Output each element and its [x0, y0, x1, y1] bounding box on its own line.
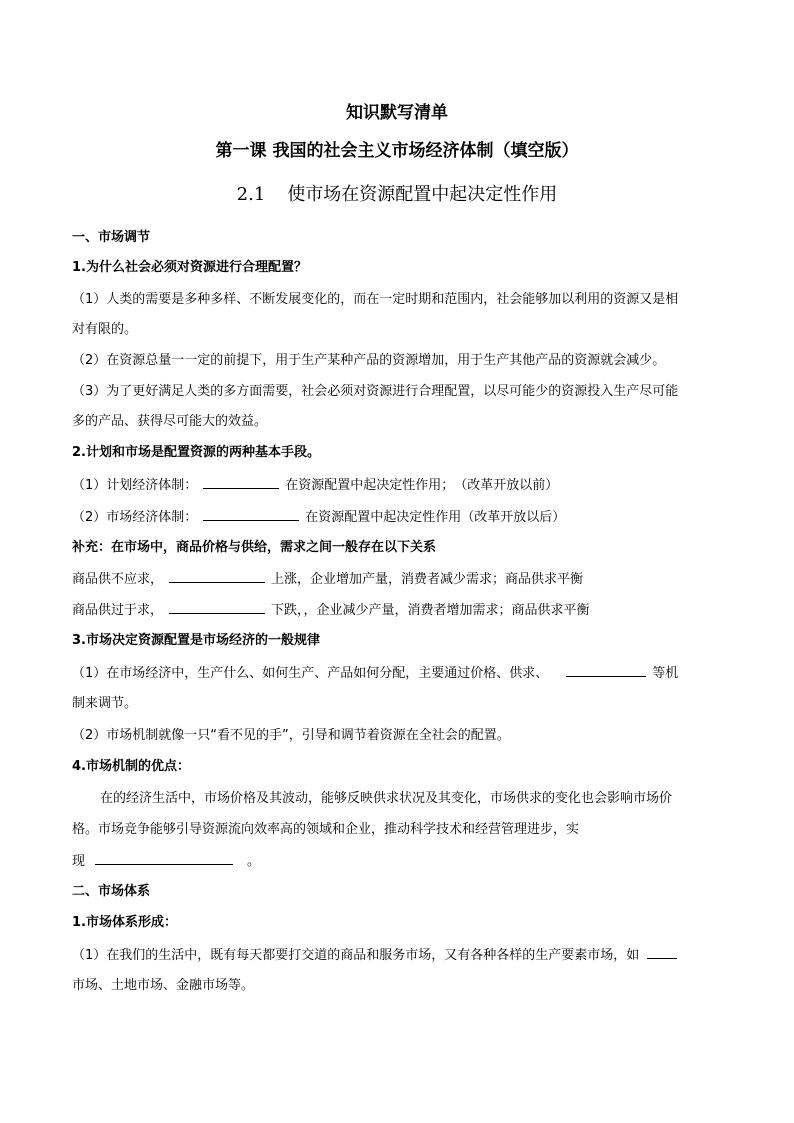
q1-p1b: 对有限的。: [72, 322, 138, 337]
q4-p1a: 在的经济生活中，市场价格及其波动，能够反映供求状况及其变化，市场供求的变化也会影响市场价: [100, 791, 673, 806]
part1-heading: 一、市场调节: [72, 230, 151, 245]
q2-p1-post: 在资源配置中起决定性作用； （改革开放以前）: [285, 478, 559, 493]
fill-blank[interactable]: [169, 601, 265, 614]
fill-blank[interactable]: [203, 508, 299, 521]
q2-p2: [72, 508, 734, 527]
fill-blank[interactable]: [566, 664, 646, 677]
fill-blank[interactable]: [647, 946, 677, 959]
q3-p2: （2）市场机制就像一只“看不见的手”，引导和调节着资源在全社会的配置。: [72, 728, 510, 743]
doc-subtitle: 第一课 我国的社会主义市场经济体制（填空版）: [215, 141, 579, 161]
p2-q1-p1a: [72, 946, 734, 965]
q2-p1-pre: （1）计划经济体制：: [72, 478, 198, 493]
fill-blank[interactable]: [95, 852, 233, 865]
doc-title: 知识默写清单: [346, 103, 448, 123]
q1-p1a: （1）人类的需要是多种多样、不断发展变化的，而在一定时期和范围内，社会能够加以利用的资源又是相: [72, 292, 679, 307]
q1-p3a: （3）为了更好满足人类的多方面需要，社会必须对资源进行合理配置，以尽可能少的资源投入生产尽可能: [72, 384, 679, 399]
section-title: [0, 180, 794, 206]
q2-p1: [72, 476, 734, 495]
section-heading: 使市场在资源配置中起决定性作用: [287, 184, 558, 205]
q4-p1c-pre: 现: [72, 854, 86, 869]
q1-p2: （2）在资源总量一一定的前提下，用于生产某种产品的资源增加，用于生产其他产品的资源就会减少。: [72, 353, 666, 368]
supplement-title: 补充：在市场中，商品价格与供给，需求之间一般存在以下关系: [72, 540, 437, 555]
p2-q1-p1a-text: （1）在我们的生活中，既有每天都要打交道的商品和服务市场，又有各种各样的生产要素市场，如: [72, 948, 640, 963]
q2-p2-pre: （2）市场经济体制：: [72, 510, 198, 525]
q1-title: 1.为什么社会必须对资源进行合理配置？: [72, 260, 307, 275]
supplement-l1-pre: 商品供不应求，: [72, 572, 164, 587]
fill-blank[interactable]: [169, 570, 265, 583]
q3-title: 3.市场决定资源配置是市场经济的一般规律: [72, 633, 320, 648]
part2-heading: 二、市场体系: [72, 884, 151, 899]
q3-p1b: 制来调节。: [72, 696, 138, 711]
supplement-l1: [72, 570, 734, 589]
q3-p1-post: 等机: [652, 666, 679, 681]
q4-p1c-post: 。: [247, 854, 261, 869]
supplement-l1-post: 上涨，企业增加产量，消费者减少需求；商品供求平衡: [271, 572, 584, 587]
q4-p1b: 格。市场竞争能够引导资源流向效率高的领域和企业，推动科学技术和经营管理进步，实: [72, 822, 580, 837]
q2-title: 2.计划和市场是配置资源的两种基本手段。: [72, 445, 320, 460]
q4-p1c: [72, 852, 734, 871]
supplement-l2-post: 下跌，，企业减少产量，消费者增加需求；商品供求平衡: [271, 603, 590, 618]
fill-blank[interactable]: [203, 476, 279, 489]
p2-q1-p1b: 市场、土地市场、金融市场等。: [72, 978, 255, 993]
q3-p1-pre: （1）在市场经济中，生产什么、如何生产、产品如何分配，主要通过价格、供求、: [72, 666, 549, 681]
q1-p3b: 多的产品、获得尽可能大的效益。: [72, 414, 268, 429]
q4-title: 4.市场机制的优点：: [72, 759, 190, 774]
section-number: 2.1: [236, 184, 266, 205]
q2-p2-post: 在资源配置中起决定性作用（改革开放以后）: [305, 510, 566, 525]
supplement-l2-pre: 商品供过于求，: [72, 603, 164, 618]
p2-q1-title: 1.市场体系形成：: [72, 915, 177, 930]
supplement-l2: [72, 601, 734, 620]
q3-p1: [72, 664, 734, 683]
